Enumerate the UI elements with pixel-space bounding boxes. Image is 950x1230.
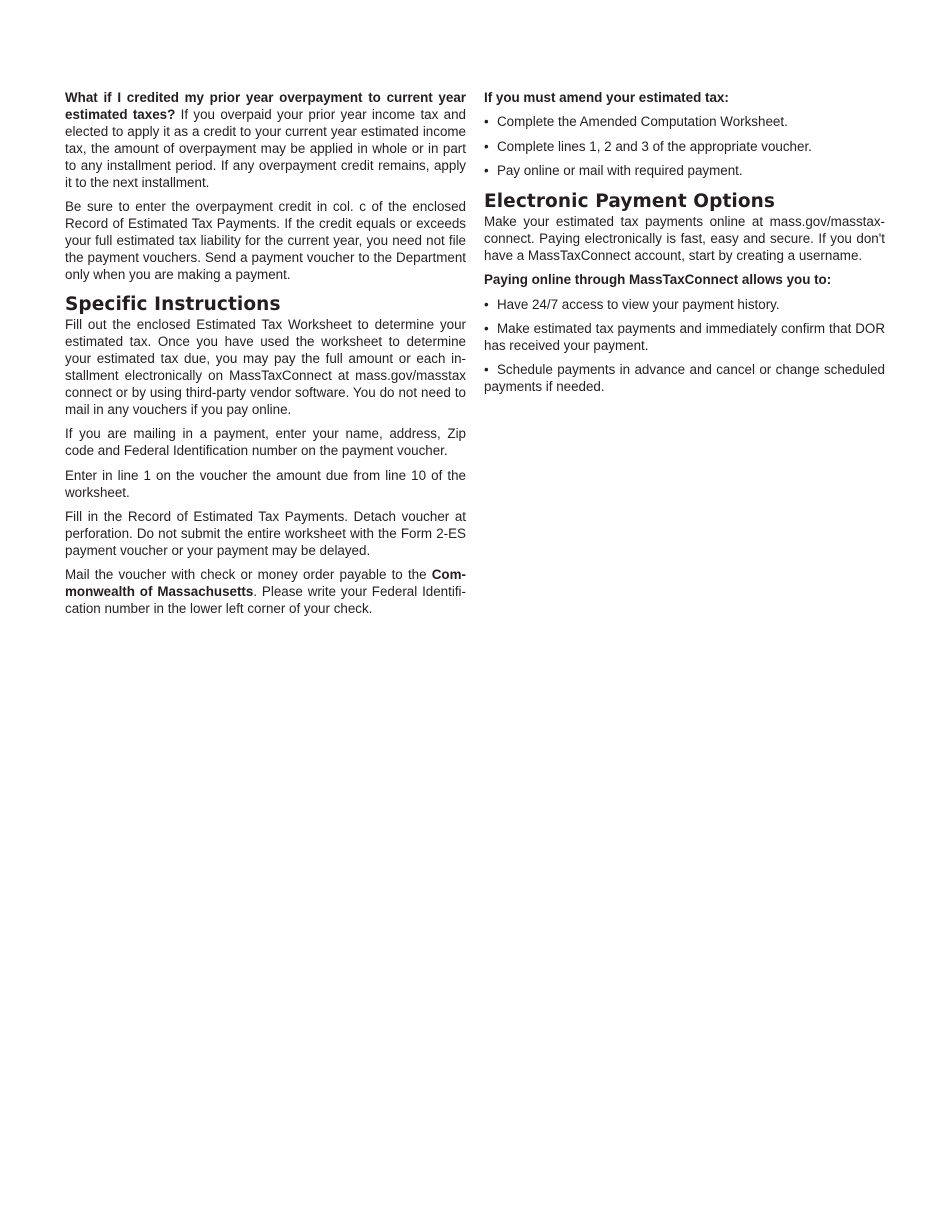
instructions-paragraph-2: If you are mailing in a payment, enter your name, address, Zip code and Federal Identification number on the payment voucher. xyxy=(65,426,466,459)
electronic-payment-paragraph: Make your estimated tax payments online at mass.gov/masstaxconnect. Paying electronically is fast, easy and secure. If you don't have a MassTaxConnect account, start by creating a username. xyxy=(484,214,885,263)
list-item xyxy=(484,139,885,156)
bullet-icon: • xyxy=(484,362,489,378)
list-item-text: Schedule payments in advance and cancel or change scheduled payments if needed. xyxy=(484,362,885,395)
specific-instructions-heading: Specific Instructions xyxy=(65,294,281,316)
list-item-text: Complete lines 1, 2 and 3 of the appropriate voucher. xyxy=(497,138,812,154)
electronic-payment-heading: Electronic Payment Options xyxy=(484,191,776,213)
list-item xyxy=(484,321,885,355)
mail-voucher-text: Mail the voucher with check or money order payable to the xyxy=(65,567,432,583)
list-item xyxy=(484,114,885,131)
bullet-icon: • xyxy=(484,163,489,179)
overpayment-answer: If you overpaid your prior year income tax and elected to apply it as a credit to your current year estimated income tax, the amount of overpayment may be applied in whole or in part to any installment period. If any overpayment credit remains, apply it to the next installment. xyxy=(65,106,466,190)
amend-list xyxy=(484,114,885,180)
instructions-paragraph-4: Fill in the Record of Estimated Tax Payments. Detach voucher at perforation. Do not submit the entire worksheet with the Form 2-ES payment voucher or your payment may be delayed. xyxy=(65,509,466,558)
list-item-text: Make estimated tax payments and immediately confirm that DOR has received your payment. xyxy=(484,321,885,354)
left-column xyxy=(65,90,466,625)
overpayment-paragraph xyxy=(65,90,466,191)
bullet-icon: • xyxy=(484,321,489,337)
right-column xyxy=(484,90,885,404)
list-item xyxy=(484,362,885,396)
overpayment-note: Be sure to enter the overpayment credit in col. c of the enclosed Record of Estimated Tax Payments. If the credit equals or exceeds your full estimated tax liability for the current year, you need not file the payment vouchers. Send a payment voucher to the Department only when you are making a payment. xyxy=(65,198,466,282)
bullet-icon: • xyxy=(484,138,489,154)
list-item-text: Complete the Amended Computation Worksheet. xyxy=(497,114,788,130)
list-item-text: Pay online or mail with required payment. xyxy=(497,163,743,179)
masstaxconnect-benefits-heading: Paying online through MassTaxConnect allows you to: xyxy=(484,272,832,288)
list-item xyxy=(484,163,885,180)
bullet-icon: • xyxy=(484,114,489,130)
instructions-paragraph-1: Fill out the enclosed Estimated Tax Worksheet to determine your estimated tax. Once you have used the worksheet to determine your estimated tax due, you may pay the full amount or each installment electronically on MassTaxConnect at mass.gov/masstax connect or by using third-party vendor software. You do not need to mail in any vouchers if you pay online. xyxy=(65,317,466,417)
amend-heading: If you must amend your estimated tax: xyxy=(484,90,729,105)
list-item xyxy=(484,297,885,314)
masstaxconnect-benefits-list xyxy=(484,297,885,397)
overpayment-question: What if I credited my prior year overpayment to current year estimated taxes? xyxy=(65,90,466,122)
list-item-text: Have 24/7 access to view your payment history. xyxy=(497,296,780,312)
instructions-paragraph-5 xyxy=(65,567,466,618)
bullet-icon: • xyxy=(484,296,489,312)
federal-id-text: . Please write your Federal Identification number in the lower left corner of your check. xyxy=(65,584,466,617)
payee-name: Commonwealth of Massachusetts xyxy=(65,567,466,600)
instructions-paragraph-3: Enter in line 1 on the voucher the amount due from line 10 of the worksheet. xyxy=(65,467,466,500)
